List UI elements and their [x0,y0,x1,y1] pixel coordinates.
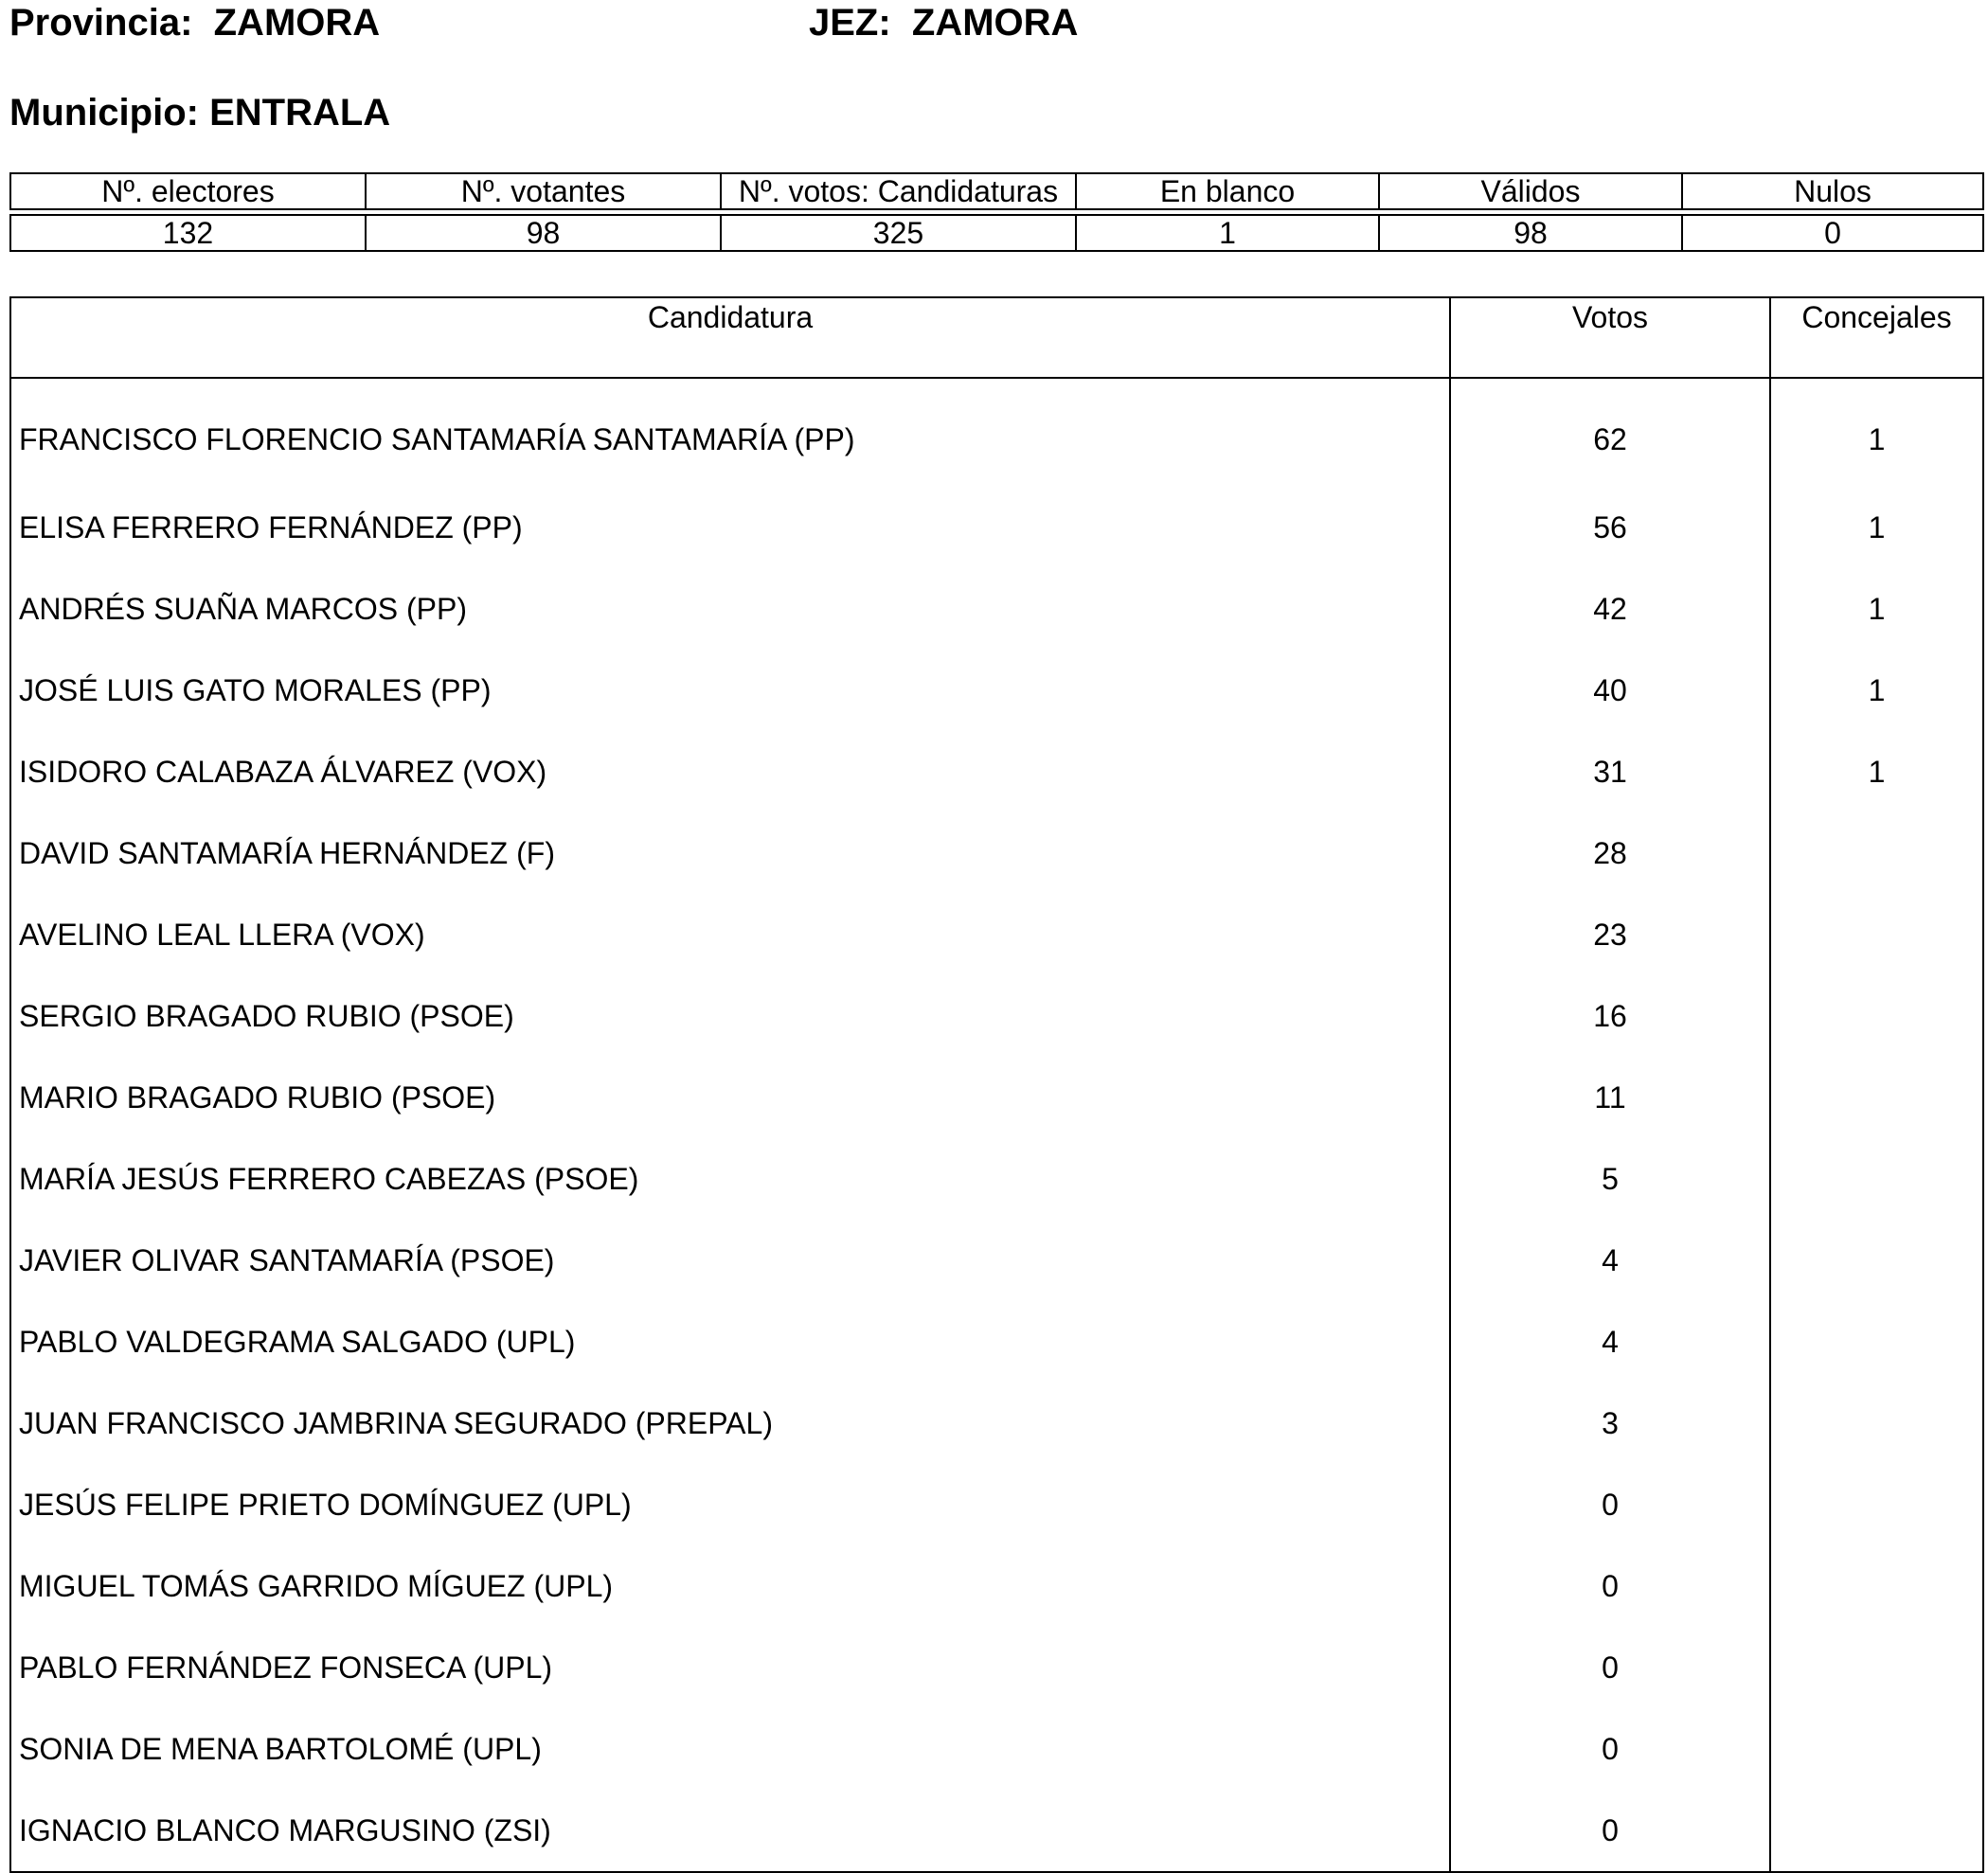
candidate-name: SONIA DE MENA BARTOLOMÉ (UPL) [10,1708,1450,1790]
candidate-votes: 28 [1450,812,1770,894]
candidate-votes: 4 [1450,1301,1770,1382]
candidate-name: ISIDORO CALABAZA ÁLVAREZ (VOX) [10,731,1450,812]
candidate-votes: 23 [1450,894,1770,975]
summary-header-row [10,173,1983,209]
candidate-name: MIGUEL TOMÁS GARRIDO MÍGUEZ (UPL) [10,1545,1450,1627]
summary-value-validos: 98 [1379,215,1682,251]
candidate-concejales: 1 [1770,378,1983,487]
candidate-concejales [1770,1220,1983,1301]
summary-value-en-blanco: 1 [1076,215,1379,251]
table-row [10,568,1983,650]
results-header-votos: Votos [1450,297,1770,378]
table-row [10,894,1983,975]
table-row [10,1301,1983,1382]
candidate-name: MARÍA JESÚS FERRERO CABEZAS (PSOE) [10,1138,1450,1220]
table-row [10,487,1983,568]
candidate-concejales: 1 [1770,650,1983,731]
candidate-votes: 5 [1450,1138,1770,1220]
candidate-name: ELISA FERRERO FERNÁNDEZ (PP) [10,487,1450,568]
candidate-votes: 3 [1450,1382,1770,1464]
candidate-concejales [1770,1708,1983,1790]
candidate-concejales [1770,1545,1983,1627]
candidate-concejales [1770,1464,1983,1545]
table-row [10,1790,1983,1872]
jez-label: JEZ: ZAMORA [809,2,1079,44]
candidate-votes: 40 [1450,650,1770,731]
candidate-name: DAVID SANTAMARÍA HERNÁNDEZ (F) [10,812,1450,894]
table-row [10,1464,1983,1545]
results-header-candidatura: Candidatura [10,297,1450,378]
table-row [10,650,1983,731]
candidate-votes: 0 [1450,1708,1770,1790]
candidate-concejales [1770,1057,1983,1138]
summary-header-validos: Válidos [1379,173,1682,209]
candidate-votes: 31 [1450,731,1770,812]
table-row [10,1057,1983,1138]
summary-value-nulos: 0 [1682,215,1983,251]
candidate-name: AVELINO LEAL LLERA (VOX) [10,894,1450,975]
candidate-concejales [1770,1627,1983,1708]
table-row [10,1138,1983,1220]
table-row [10,975,1983,1057]
summary-header-votos-candidaturas: Nº. votos: Candidaturas [721,173,1076,209]
table-row [10,1382,1983,1464]
table-row [10,1545,1983,1627]
summary-value-votos-candidaturas: 325 [721,215,1076,251]
table-row [10,812,1983,894]
summary-value-electores: 132 [10,215,366,251]
candidate-concejales [1770,1790,1983,1872]
summary-value-votantes: 98 [366,215,721,251]
provincia-label: Provincia: ZAMORA [9,2,381,44]
candidate-name: ANDRÉS SUAÑA MARCOS (PP) [10,568,1450,650]
candidate-concejales [1770,1301,1983,1382]
summary-header-nulos: Nulos [1682,173,1983,209]
results-header-concejales: Concejales [1770,297,1983,378]
summary-table [9,172,1984,252]
candidate-name: IGNACIO BLANCO MARGUSINO (ZSI) [10,1790,1450,1872]
candidate-concejales [1770,812,1983,894]
candidate-votes: 4 [1450,1220,1770,1301]
candidate-votes: 0 [1450,1790,1770,1872]
summary-header-votantes: Nº. votantes [366,173,721,209]
candidate-name: JUAN FRANCISCO JAMBRINA SEGURADO (PREPAL) [10,1382,1450,1464]
candidate-name: JESÚS FELIPE PRIETO DOMÍNGUEZ (UPL) [10,1464,1450,1545]
candidate-name: FRANCISCO FLORENCIO SANTAMARÍA SANTAMARÍA (PP) [10,378,1450,487]
candidate-concejales: 1 [1770,487,1983,568]
table-row [10,1708,1983,1790]
candidate-votes: 0 [1450,1464,1770,1545]
candidate-votes: 56 [1450,487,1770,568]
candidate-name: PABLO FERNÁNDEZ FONSECA (UPL) [10,1627,1450,1708]
candidate-concejales [1770,1382,1983,1464]
table-row [10,1220,1983,1301]
results-header-row [10,297,1983,378]
municipio-label: Municipio: ENTRALA [9,92,391,134]
candidate-concejales: 1 [1770,568,1983,650]
table-row [10,378,1983,487]
summary-header-en-blanco: En blanco [1076,173,1379,209]
candidate-name: MARIO BRAGADO RUBIO (PSOE) [10,1057,1450,1138]
candidate-votes: 11 [1450,1057,1770,1138]
candidate-votes: 62 [1450,378,1770,487]
candidate-votes: 42 [1450,568,1770,650]
candidate-votes: 0 [1450,1627,1770,1708]
candidate-name: SERGIO BRAGADO RUBIO (PSOE) [10,975,1450,1057]
candidate-name: PABLO VALDEGRAMA SALGADO (UPL) [10,1301,1450,1382]
candidate-name: JAVIER OLIVAR SANTAMARÍA (PSOE) [10,1220,1450,1301]
candidate-concejales: 1 [1770,731,1983,812]
candidate-concejales [1770,1138,1983,1220]
summary-header-electores: Nº. electores [10,173,366,209]
results-table [9,296,1984,1873]
summary-value-row [10,215,1983,251]
table-row [10,731,1983,812]
candidate-name: JOSÉ LUIS GATO MORALES (PP) [10,650,1450,731]
candidate-concejales [1770,975,1983,1057]
candidate-concejales [1770,894,1983,975]
candidate-votes: 0 [1450,1545,1770,1627]
candidate-votes: 16 [1450,975,1770,1057]
table-row [10,1627,1983,1708]
